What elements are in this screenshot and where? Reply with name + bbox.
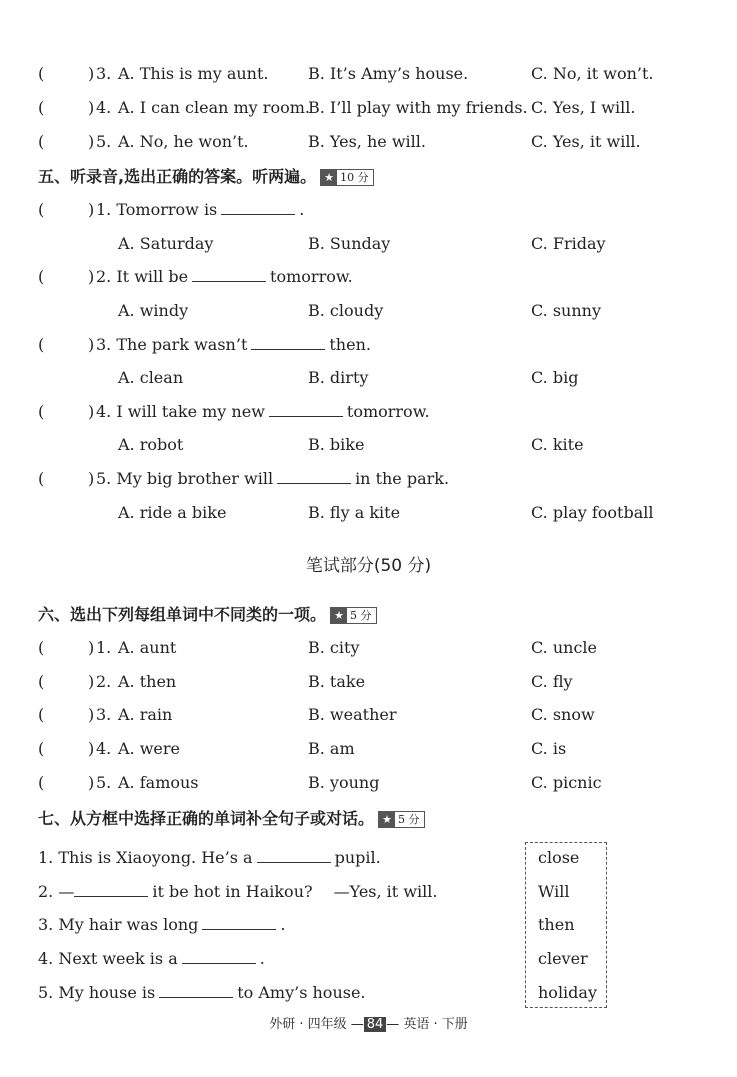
question-row: ( ) 3. The park wasn’t then.	[38, 335, 371, 354]
question-number: 5.	[96, 132, 112, 151]
option-a: A. ride a bike	[118, 503, 227, 522]
question-stem: 2. It will be tomorrow.	[96, 267, 353, 286]
option-c: C. sunny	[531, 301, 602, 320]
star-icon: ★	[331, 608, 347, 623]
question-stem: 1. Tomorrow is .	[96, 200, 305, 219]
question-row: ( ) 1. A. aunt B. city C. uncle	[38, 638, 597, 657]
question-row: ( ) 3. A. This is my aunt. B. It’s Amy’s house. C. No, it won’t.	[38, 64, 654, 83]
question-number: 2.	[96, 672, 112, 691]
option-b: B. It’s Amy’s house.	[308, 64, 469, 83]
question-number: 1.	[96, 638, 112, 657]
option-b: B. dirty	[308, 368, 369, 387]
option-c: C. uncle	[531, 638, 597, 657]
word-box-item: Will	[538, 882, 570, 901]
word-box-item: close	[538, 848, 580, 867]
option-b: B. take	[308, 672, 366, 691]
score-badge: ★ 5 分	[330, 607, 377, 624]
answer-blank	[251, 335, 325, 350]
answer-blank	[159, 983, 233, 998]
option-c: C. Yes, I will.	[531, 98, 636, 117]
option-b: B. weather	[308, 705, 397, 724]
question-row: ( ) 5. A. famous B. young C. picnic	[38, 773, 602, 792]
option-b: B. city	[308, 638, 360, 657]
option-b: B. Yes, he will.	[308, 132, 426, 151]
star-icon: ★	[379, 812, 395, 827]
question-row: ( ) 5. My big brother will in the park.	[38, 469, 450, 488]
page-footer: 外研 · 四年级 — 84 — 英语 · 下册	[269, 1017, 468, 1032]
section-6-heading: 六、选出下列每组单词中不同类的一项。 ★ 5 分	[38, 602, 377, 625]
option-a: A. famous	[118, 773, 199, 792]
answer-blank	[182, 949, 256, 964]
option-b: B. I’ll play with my friends.	[308, 98, 528, 117]
word-box-item: clever	[538, 949, 588, 968]
option-c: C. Yes, it will.	[531, 132, 641, 151]
answer-blank	[277, 469, 351, 484]
option-c: C. big	[531, 368, 579, 387]
question-row: ( ) 5. A. No, he won’t. B. Yes, he will. C. Yes, it will.	[38, 132, 641, 151]
question-number: 3.	[96, 64, 112, 83]
option-a: A. aunt	[118, 638, 177, 657]
options-row	[0, 502, 737, 524]
word-box	[525, 842, 607, 1008]
question-row: ( ) 4. A. I can clean my room. B. I’ll play with my friends. C. Yes, I will.	[38, 98, 636, 117]
word-box-item: then	[538, 915, 575, 934]
option-a: A. I can clean my room.	[118, 98, 310, 117]
options-row	[0, 233, 737, 255]
option-b: B. am	[308, 739, 355, 758]
question-stem: 3. The park wasn’t then.	[96, 335, 371, 354]
option-c: C. is	[531, 739, 567, 758]
question-row: ( ) 1. Tomorrow is .	[38, 200, 305, 219]
score-badge: ★ 10 分	[320, 169, 374, 186]
answer-blank	[221, 200, 295, 215]
option-c: C. snow	[531, 705, 595, 724]
question-stem: 5. My big brother will in the park.	[96, 469, 450, 488]
fill-sentence: 4. Next week is a .	[38, 949, 265, 968]
answer-blank	[202, 915, 276, 930]
option-c: C. No, it won’t.	[531, 64, 654, 83]
option-b: B. fly a kite	[308, 503, 401, 522]
question-stem: 4. I will take my new tomorrow.	[96, 402, 430, 421]
options-row	[0, 367, 737, 389]
star-icon: ★	[321, 170, 337, 185]
option-c: C. fly	[531, 672, 573, 691]
page-number: 84	[364, 1017, 387, 1032]
option-b: B. young	[308, 773, 380, 792]
question-number: 3.	[96, 705, 112, 724]
option-c: C. play football	[531, 503, 654, 522]
option-c: C. Friday	[531, 234, 606, 253]
word-box-item: holiday	[538, 983, 597, 1002]
answer-blank	[74, 882, 148, 897]
option-a: A. rain	[118, 705, 173, 724]
question-row: ( ) 4. I will take my new tomorrow.	[38, 402, 430, 421]
answer-blank	[192, 267, 266, 282]
option-a: A. No, he won’t.	[118, 132, 249, 151]
option-b: B. cloudy	[308, 301, 384, 320]
fill-sentence: 5. My house is to Amy’s house.	[38, 983, 366, 1002]
question-row: ( ) 4. A. were B. am C. is	[38, 739, 567, 758]
section-7-heading: 七、从方框中选择正确的单词补全句子或对话。 ★ 5 分	[38, 806, 425, 829]
option-a: A. were	[118, 739, 181, 758]
fill-sentence: 1. This is Xiaoyong. He’s a pupil.	[38, 848, 381, 867]
options-row	[0, 300, 737, 322]
fill-sentence: 3. My hair was long .	[38, 915, 286, 934]
option-a: A. then	[118, 672, 177, 691]
option-a: A. clean	[118, 368, 184, 387]
fill-sentence: 2. — it be hot in Haikou? —Yes, it will.	[38, 882, 438, 901]
option-b: B. bike	[308, 435, 365, 454]
option-a: A. robot	[118, 435, 184, 454]
question-row: ( ) 2. A. then B. take C. fly	[38, 672, 573, 691]
option-a: A. This is my aunt.	[118, 64, 269, 83]
options-row	[0, 434, 737, 456]
question-row: ( ) 3. A. rain B. weather C. snow	[38, 705, 595, 724]
score-badge: ★ 5 分	[378, 811, 425, 828]
written-part-title: 笔试部分(50 分)	[305, 556, 432, 576]
option-b: B. Sunday	[308, 234, 391, 253]
option-c: C. kite	[531, 435, 584, 454]
option-a: A. Saturday	[118, 234, 214, 253]
question-number: 5.	[96, 773, 112, 792]
question-number: 4.	[96, 98, 112, 117]
question-number: 4.	[96, 739, 112, 758]
option-a: A. windy	[118, 301, 189, 320]
answer-blank	[269, 402, 343, 417]
section-5-heading: 五、听录音,选出正确的答案。听两遍。 ★ 10 分	[38, 164, 374, 187]
question-row: ( ) 2. It will be tomorrow.	[38, 267, 353, 286]
answer-blank	[257, 848, 331, 863]
option-c: C. picnic	[531, 773, 602, 792]
